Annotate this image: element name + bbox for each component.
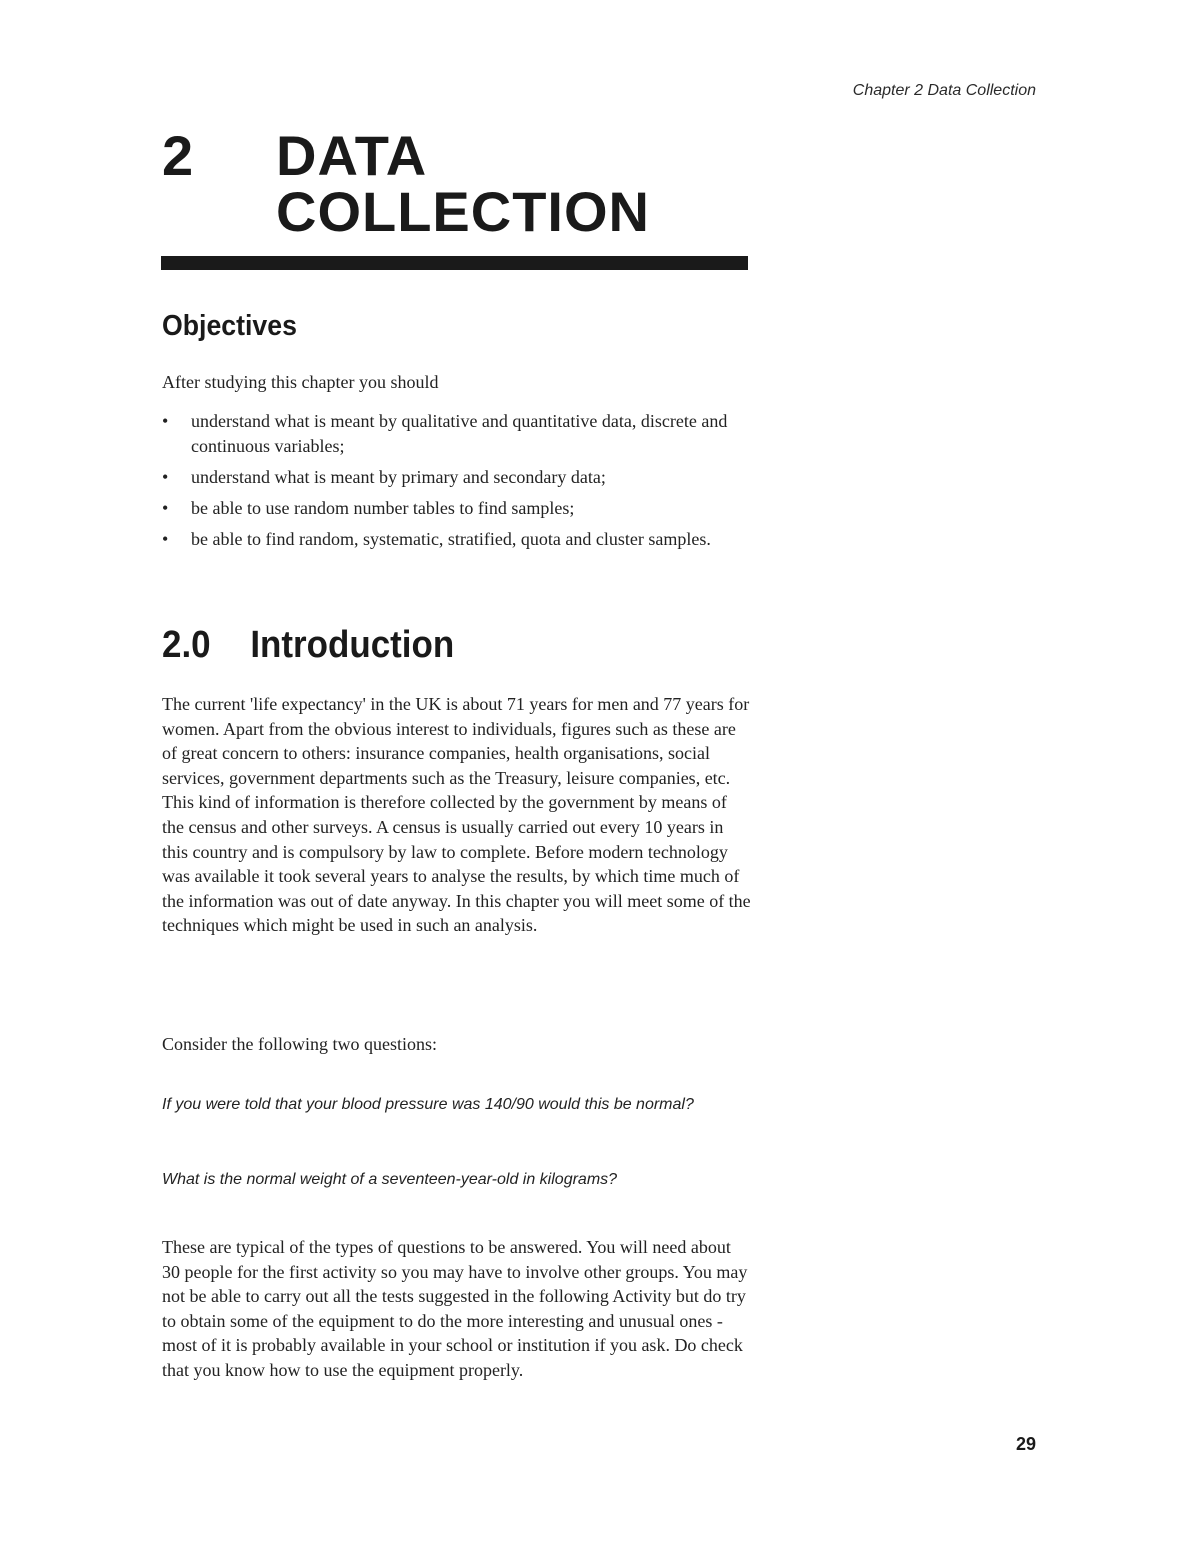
questions-lead: Consider the following two questions:	[162, 1034, 437, 1054]
intro-paragraph: The current 'life expectancy' in the UK is about 71 years for men and 77 years for women. Apart from the obvious interest to individuals, figures such as these are of great concern to others: insurance companies, health organisations, social services, government departments such as the Treasury, leisure companies, etc. This kind of information is therefore collected by the government by means of the census and other surveys. A census is usually carried out every 10 years in this country and is compulsory by law to complete. Before modern technology was available it took several years to analyse the results, by which time much of the information was out of date anyway. In this chapter you will meet some of the techniques which might be used in such an analysis.	[162, 694, 751, 936]
section-heading	[162, 624, 454, 667]
question-weight: What is the normal weight of a seventeen-year-old in kilograms?	[162, 1171, 618, 1188]
chapter-title-line1: DATA	[276, 124, 428, 187]
chapter-number: 2	[162, 124, 195, 187]
chapter-title-words	[276, 124, 650, 243]
list-item: • understand what is meant by primary and secondary data;	[162, 465, 752, 490]
objectives-list	[162, 409, 752, 558]
bullet-icon: •	[162, 497, 169, 518]
bullet-icon: •	[162, 466, 169, 487]
section-number: 2.0	[162, 624, 211, 666]
objectives-lead: After studying this chapter you should	[162, 372, 439, 392]
objectives-heading: Objectives	[162, 310, 297, 342]
list-item: • be able to find random, systematic, stratified, quota and cluster samples.	[162, 527, 752, 552]
question-blood-pressure: If you were told that your blood pressure was 140/90 would this be normal?	[162, 1096, 694, 1113]
list-item: • understand what is meant by qualitative and quantitative data, discrete and continuous variables;	[162, 411, 728, 456]
bullet-icon: •	[162, 411, 169, 431]
page-number: 29	[1015, 1434, 1036, 1454]
title-rule	[161, 256, 748, 270]
chapter-title-line2: COLLECTION	[276, 180, 650, 243]
running-head: Chapter 2 Data Collection	[852, 82, 1036, 99]
list-item: • be able to use random number tables to find samples;	[162, 496, 752, 521]
activity-paragraph: These are typical of the types of questions to be answered. You will need about 30 people for the first activity so you may have to involve other groups. You may not be able to carry out all the tests suggested in the following Activity but do try to obtain some of the equipment to do the more interesting and unusual ones - most of it is probably available in your school or institution if you ask. Do check that you know how to use the equipment properly.	[162, 1237, 748, 1380]
section-title: Introduction	[250, 624, 455, 666]
bullet-icon: •	[162, 528, 169, 549]
